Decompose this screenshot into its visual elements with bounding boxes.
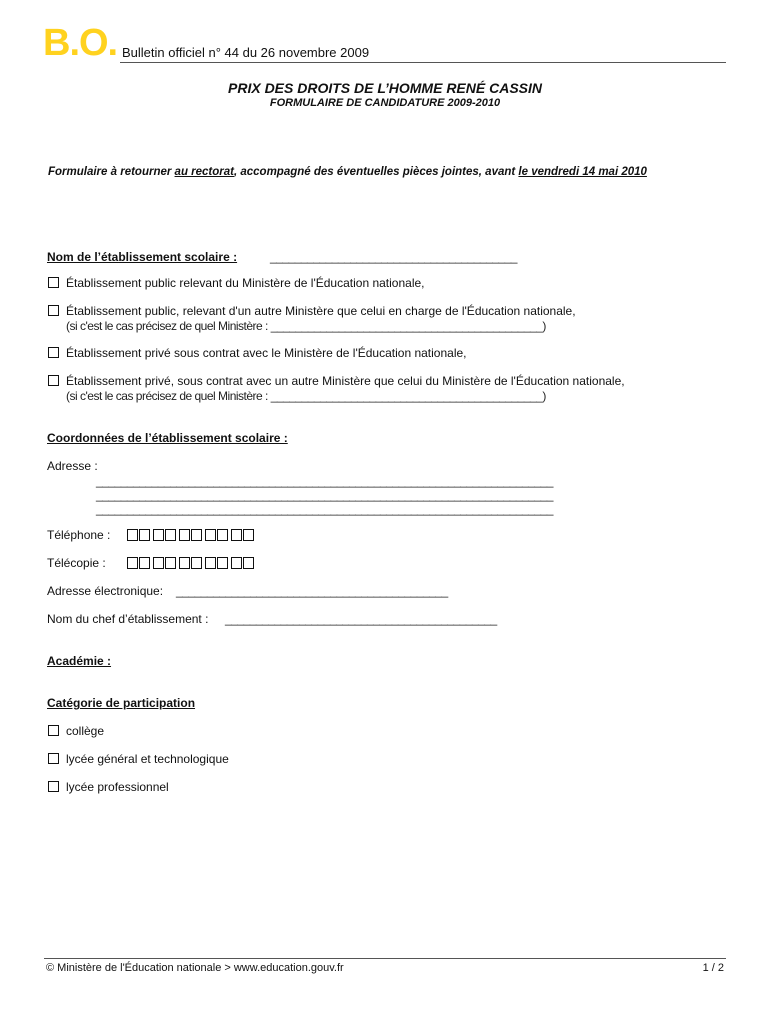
fax-digit-boxes[interactable] bbox=[127, 557, 257, 569]
notice-part2: , accompagné des éventuelles pièces jointes, avant bbox=[233, 166, 519, 178]
option-private-other-checkbox[interactable] bbox=[48, 375, 59, 386]
phone-digit[interactable] bbox=[153, 529, 164, 541]
category-professional-label: lycée professionnel bbox=[66, 780, 169, 794]
notice-deadline: le vendredi 14 mai 2010 bbox=[518, 166, 647, 178]
option-public-other-ministry-field[interactable]: (si c'est le cas précisez de quel Ministère : ____________________________________________) bbox=[66, 319, 546, 333]
option-private-other-ministry-field[interactable]: (si c'est le cas précisez de quel Ministère : ____________________________________________) bbox=[66, 389, 546, 403]
category-general-label: lycée général et technologique bbox=[66, 752, 229, 766]
fax-digit[interactable] bbox=[179, 557, 190, 569]
phone-digit[interactable] bbox=[165, 529, 176, 541]
fax-digit[interactable] bbox=[127, 557, 138, 569]
option-public-en-label: Établissement public relevant du Ministère de l'Éducation nationale, bbox=[66, 276, 425, 290]
fax-digit[interactable] bbox=[153, 557, 164, 569]
phone-digit[interactable] bbox=[217, 529, 228, 541]
page-title: PRIX DES DROITS DE L’HOMME RENÉ CASSIN bbox=[228, 80, 542, 96]
phone-digit-boxes[interactable] bbox=[127, 529, 257, 541]
footer-divider bbox=[44, 958, 726, 959]
establishment-name-field[interactable]: ________________________________________ bbox=[270, 250, 517, 264]
academy-label: Académie : bbox=[47, 654, 112, 668]
page-number: 1 / 2 bbox=[702, 962, 724, 974]
fax-digit[interactable] bbox=[205, 557, 216, 569]
phone-digit[interactable] bbox=[127, 529, 138, 541]
option-private-en-label: Établissement privé sous contrat avec le Ministère de l'Éducation nationale, bbox=[66, 346, 467, 360]
fax-digit[interactable] bbox=[217, 557, 228, 569]
address-line-3[interactable]: __________________________________________________________________________ bbox=[96, 502, 553, 516]
footer-copyright: © Ministère de l'Éducation nationale > www.education.gouv.fr bbox=[46, 962, 344, 974]
option-private-other-label: Établissement privé, sous contrat avec un autre Ministère que celui du Ministère de l'Éducation nationale, bbox=[66, 374, 625, 388]
page-subtitle: FORMULAIRE DE CANDIDATURE 2009-2010 bbox=[269, 97, 501, 109]
notice-rectorat: au rectorat bbox=[174, 166, 234, 178]
fax-digit[interactable] bbox=[191, 557, 202, 569]
option-public-other-label: Établissement public, relevant d'un autre Ministère que celui en charge de l'Éducation nationale, bbox=[66, 304, 576, 318]
option-public-en-checkbox[interactable] bbox=[48, 277, 59, 288]
phone-digit[interactable] bbox=[179, 529, 190, 541]
option-private-en-checkbox[interactable] bbox=[48, 347, 59, 358]
address-line-1[interactable]: __________________________________________________________________________ bbox=[96, 474, 553, 488]
head-name-field[interactable]: ____________________________________________ bbox=[225, 612, 497, 626]
bulletin-reference: Bulletin officiel n° 44 du 26 novembre 2009 bbox=[122, 45, 370, 60]
return-notice bbox=[48, 166, 647, 178]
fax-digit[interactable] bbox=[139, 557, 150, 569]
category-college-label: collège bbox=[66, 724, 105, 738]
category-professional-checkbox[interactable] bbox=[48, 781, 59, 792]
category-label: Catégorie de participation bbox=[47, 696, 196, 710]
address-line-2[interactable]: __________________________________________________________________________ bbox=[96, 488, 553, 502]
notice-part1: Formulaire à retourner bbox=[48, 166, 175, 178]
fax-label: Télécopie : bbox=[47, 556, 106, 570]
phone-digit[interactable] bbox=[231, 529, 242, 541]
fax-digit[interactable] bbox=[165, 557, 176, 569]
phone-digit[interactable] bbox=[139, 529, 150, 541]
phone-digit[interactable] bbox=[205, 529, 216, 541]
phone-digit[interactable] bbox=[191, 529, 202, 541]
email-field[interactable]: ____________________________________________ bbox=[176, 584, 448, 598]
phone-digit[interactable] bbox=[243, 529, 254, 541]
fax-digit[interactable] bbox=[243, 557, 254, 569]
establishment-name-label: Nom de l’établissement scolaire : bbox=[47, 250, 238, 264]
contact-section-label: Coordonnées de l’établissement scolaire : bbox=[47, 431, 288, 445]
bo-logo: B.O. bbox=[43, 22, 118, 64]
address-label: Adresse : bbox=[47, 459, 98, 473]
phone-label: Téléphone : bbox=[47, 528, 111, 542]
header-divider bbox=[120, 62, 726, 63]
category-college-checkbox[interactable] bbox=[48, 725, 59, 736]
head-name-label: Nom du chef d’établissement : bbox=[47, 612, 209, 626]
fax-digit[interactable] bbox=[231, 557, 242, 569]
option-public-other-checkbox[interactable] bbox=[48, 305, 59, 316]
category-general-checkbox[interactable] bbox=[48, 753, 59, 764]
email-label: Adresse électronique: bbox=[47, 584, 164, 598]
